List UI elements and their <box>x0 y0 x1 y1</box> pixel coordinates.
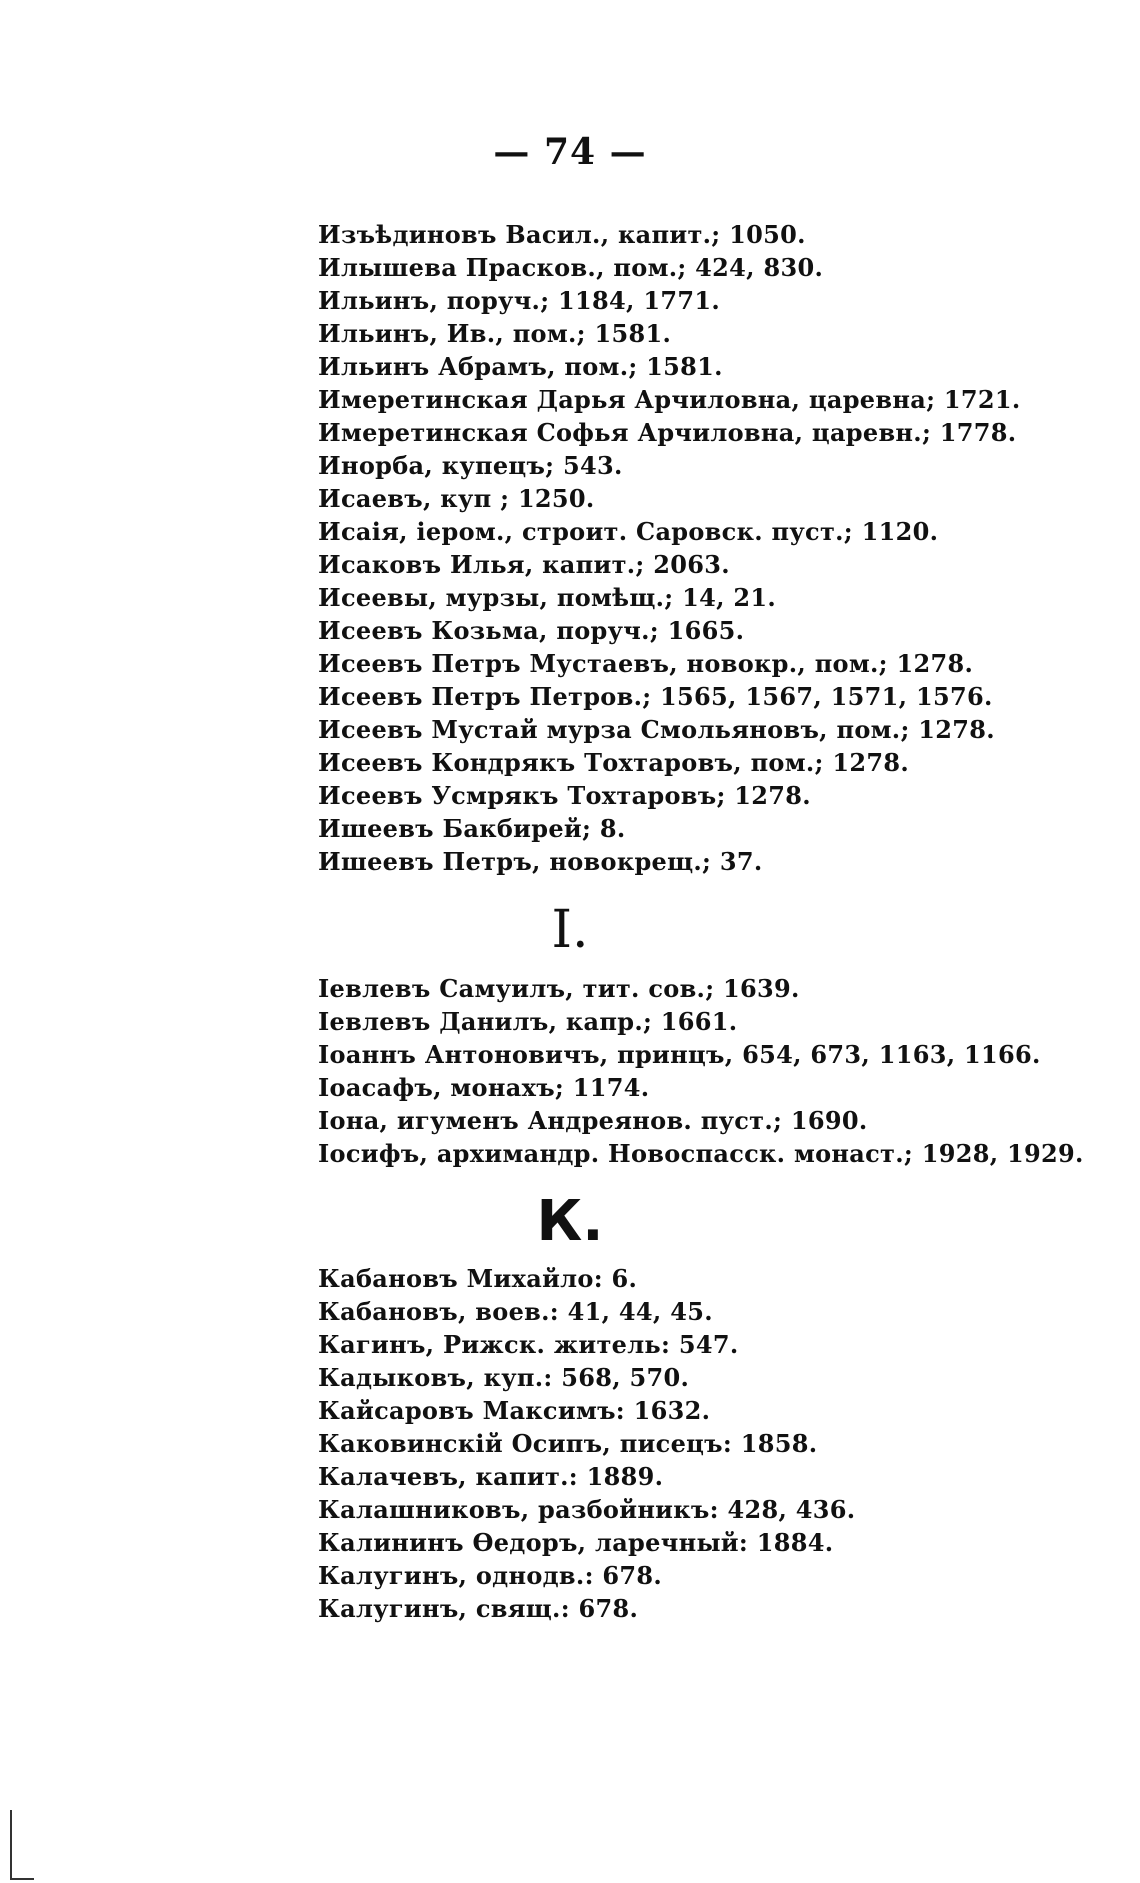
index-entry: Имеретинская Софья Арчиловна, царевн.; 1778. <box>318 418 1017 447</box>
index-entry: Исаковъ Илья, капит.; 2063. <box>318 550 730 579</box>
index-entry: Іевлевъ Самуилъ, тит. сов.; 1639. <box>318 974 800 1003</box>
index-entry: Исеевъ Петръ Мустаевъ, новокр., пом.; 1278. <box>318 649 974 678</box>
index-section-k <box>318 1262 1118 1625</box>
index-entry: Кагинъ, Рижск. житель: 547. <box>318 1330 739 1359</box>
index-entry: Ильинъ Абрамъ, пом.; 1581. <box>318 352 723 381</box>
index-entry: Калугинъ, свящ.: 678. <box>318 1594 639 1623</box>
index-entry: Изъѣдиновъ Васил., капит.; 1050. <box>318 220 806 249</box>
index-section-i <box>318 218 1118 878</box>
index-entry: Ишеевъ Бакбирей; 8. <box>318 814 626 843</box>
index-entry: Кадыковъ, куп.: 568, 570. <box>318 1363 690 1392</box>
index-entry: Исаія, іером., строит. Саровск. пуст.; 1120. <box>318 517 939 546</box>
index-entry: Исеевъ Козьма, поруч.; 1665. <box>318 616 745 645</box>
section-heading-i: I. <box>551 900 589 960</box>
index-entry: Илышева Прасков., пом.; 424, 830. <box>318 253 824 282</box>
index-entry: Калачевъ, капит.: 1889. <box>318 1462 664 1491</box>
index-entry: Каковинскій Осипъ, писецъ: 1858. <box>318 1429 818 1458</box>
index-entry: Калининъ Ѳедоръ, ларечный: 1884. <box>318 1528 834 1557</box>
index-entry: Исаевъ, куп ; 1250. <box>318 484 595 513</box>
index-entry: Исеевъ Усмрякъ Тохтаровъ; 1278. <box>318 781 811 810</box>
index-section-i-decimal <box>318 972 1118 1170</box>
index-entry: Кабановъ, воев.: 41, 44, 45. <box>318 1297 713 1326</box>
index-entry: Исеевъ Петръ Петров.; 1565, 1567, 1571, 1576. <box>318 682 993 711</box>
page-number: — 74 — <box>493 131 647 173</box>
index-entry: Калашниковъ, разбойникъ: 428, 436. <box>318 1495 856 1524</box>
index-entry: Имеретинская Дарья Арчиловна, царевна; 1721. <box>318 385 1021 414</box>
index-entry: Кабановъ Михайло: 6. <box>318 1264 638 1293</box>
section-heading-k: К. <box>536 1189 604 1254</box>
index-entry: Исеевы, мурзы, помѣщ.; 14, 21. <box>318 583 777 612</box>
index-entry: Ильинъ, Ив., пом.; 1581. <box>318 319 672 348</box>
index-entry: Кайсаровъ Максимъ: 1632. <box>318 1396 711 1425</box>
scan-margin-mark <box>10 1878 34 1880</box>
scan-margin-mark <box>10 1810 12 1880</box>
index-entry: Калугинъ, однодв.: 678. <box>318 1561 663 1590</box>
index-entry: Инорба, купецъ; 543. <box>318 451 623 480</box>
index-entry: Іона, игуменъ Андреянов. пуст.; 1690. <box>318 1106 868 1135</box>
index-entry: Ишеевъ Петръ, новокрещ.; 37. <box>318 847 763 876</box>
index-entry: Исеевъ Кондрякъ Тохтаровъ, пом.; 1278. <box>318 748 910 777</box>
index-entry: Іоасафъ, монахъ; 1174. <box>318 1073 650 1102</box>
index-entry: Исеевъ Мустай мурза Смольяновъ, пом.; 1278. <box>318 715 995 744</box>
index-entry: Іевлевъ Данилъ, капр.; 1661. <box>318 1007 738 1036</box>
index-entry: Ильинъ, поруч.; 1184, 1771. <box>318 286 720 315</box>
index-entry: Іоаннъ Антоновичъ, принцъ, 654, 673, 1163, 1166. <box>318 1040 1041 1069</box>
index-entry: Іосифъ, архимандр. Новоспасск. монаст.; 1928, 1929. <box>318 1139 1084 1168</box>
